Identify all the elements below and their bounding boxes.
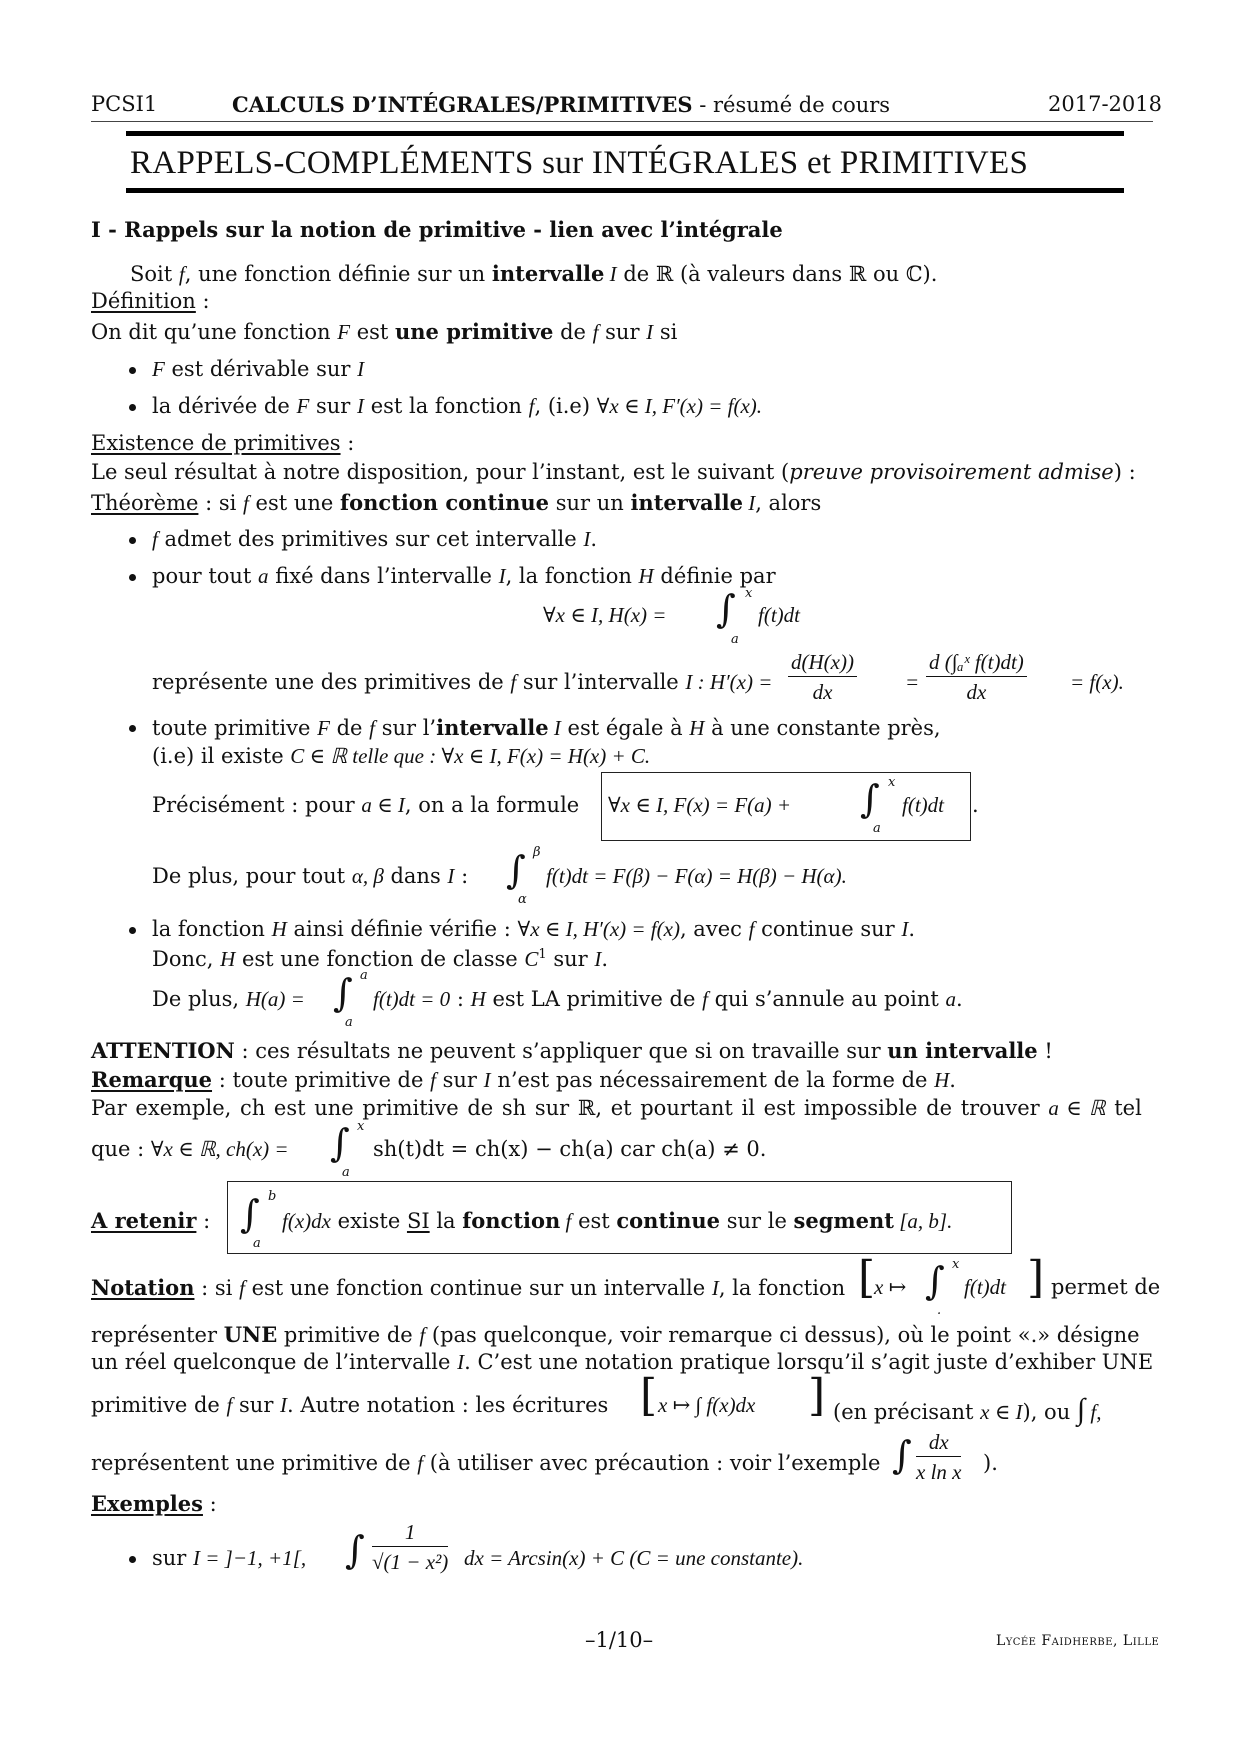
fraction-denominator: dx	[966, 680, 987, 704]
text: :	[454, 864, 469, 888]
math-expression: a ∈ ℝ	[1048, 1096, 1106, 1120]
text: de ℝ (à valeurs dans ℝ ou ℂ).	[616, 262, 938, 286]
math-f: f	[226, 1393, 233, 1417]
text: toute primitive	[152, 716, 318, 740]
math-H: H	[470, 987, 486, 1011]
bracket-left: [	[640, 1370, 658, 1421]
math-I: I	[447, 864, 455, 888]
text: sur	[435, 1068, 484, 1092]
remarque-label: Remarque	[91, 1067, 213, 1092]
math-a: a	[258, 564, 269, 588]
text: , (i.e)	[534, 394, 597, 418]
bracket-expression: x ↦ ∫ f(x)dx	[658, 1393, 756, 1417]
maps-to: x ↦	[874, 1275, 907, 1299]
math-expression: ∀x ∈ ℝ, ch(x) =	[150, 1137, 289, 1161]
paren-end: ).	[983, 1451, 998, 1475]
text: : si	[198, 491, 244, 515]
integral-lower: a	[345, 1015, 353, 1030]
text: .	[601, 947, 609, 971]
math-f: f	[243, 491, 249, 515]
retenir-label-line	[91, 1210, 210, 1232]
integrand: f(x)dx	[282, 1209, 331, 1233]
math-I: I	[594, 947, 602, 971]
text: :	[450, 987, 471, 1011]
bullet-icon	[129, 574, 136, 581]
math-I: I	[583, 527, 591, 551]
math-F: F	[152, 357, 165, 381]
fraction-denominator: dx	[812, 680, 833, 704]
fraction-numerator: dx	[916, 1432, 961, 1457]
notation-line4-end	[833, 1395, 1101, 1425]
text: sur	[546, 947, 595, 971]
text: est la fonction	[364, 394, 529, 418]
exemples-label: Exemples	[91, 1491, 203, 1516]
math-F: F	[317, 716, 330, 740]
bullet-icon	[129, 404, 136, 411]
math-I: I	[604, 262, 617, 286]
fraction-denominator: x ln x	[916, 1460, 962, 1484]
math-F: F	[337, 320, 351, 344]
math-H: H	[271, 917, 287, 941]
math-expression: α, β	[351, 864, 384, 888]
text: admet des primitives sur cet intervalle	[157, 527, 584, 551]
text: représentent une primitive de	[91, 1451, 418, 1475]
text: , alors	[755, 491, 822, 515]
existence-line	[91, 462, 1136, 483]
integrand: f(t)dt	[964, 1275, 1006, 1299]
integral-icon: ∫	[240, 1192, 260, 1236]
math-f: f	[419, 1323, 426, 1347]
retenir-label: A retenir	[91, 1208, 197, 1233]
math-f: f,	[1085, 1400, 1102, 1424]
text: la	[429, 1209, 463, 1233]
text: est dérivable sur	[164, 357, 358, 381]
notation-line4	[91, 1395, 608, 1416]
text: définie par	[653, 564, 776, 588]
remarque-line3-rhs: sh(t)dt = ch(x) − ch(a) car ch(a) ≠ 0.	[373, 1137, 767, 1161]
page-number: –1/10–	[585, 1628, 654, 1652]
math-f: f	[430, 1068, 436, 1092]
text: De plus, pour tout	[152, 864, 352, 888]
header-title-bold: CALCULS D’INTÉGRALES/PRIMITIVES	[232, 92, 693, 117]
text: la dérivée de	[152, 394, 297, 418]
header-title	[232, 94, 890, 116]
boxed-formula-lhs: ∀x ∈ I, F(x) = F(a) +	[608, 793, 792, 817]
math-H: H	[689, 716, 705, 740]
text: sur	[152, 1546, 194, 1570]
theorem-bullet-4	[152, 919, 915, 940]
text: est une fonction continue sur un intervalle	[244, 1276, 712, 1300]
intro-line	[130, 263, 937, 285]
math-I: I	[498, 564, 506, 588]
text: . C’est une notation pratique lorsqu’il s’agit juste d’exhiber UNE	[464, 1350, 1154, 1374]
text: : si	[194, 1276, 240, 1300]
theorem-bullet-2	[152, 566, 776, 587]
math-expression: ∀x ∈ I, H′(x) = f(x)	[517, 917, 680, 941]
math-I: I	[742, 491, 756, 515]
Ha-line-start	[152, 989, 305, 1010]
text: est	[350, 320, 396, 344]
title-rule-bottom	[126, 188, 1124, 193]
text: Soit	[130, 262, 179, 286]
bold-text: UNE	[223, 1322, 278, 1347]
math-f: f	[152, 527, 158, 551]
text: qui s’annule au point	[707, 987, 946, 1011]
deplus-line	[152, 866, 468, 887]
text: ainsi définie vérifie :	[286, 917, 518, 941]
integrand: f(t)dt	[902, 793, 944, 817]
math-expression: I = ]−1, +1[,	[193, 1546, 307, 1570]
text: : ces résultats ne peuvent s’appliquer que si on travaille sur	[234, 1039, 888, 1063]
math-f: f	[592, 320, 599, 344]
text: De plus,	[152, 987, 246, 1011]
text: fixé dans l’intervalle	[268, 564, 499, 588]
math-I: I	[548, 716, 561, 740]
integral-lower: a	[342, 1165, 350, 1180]
math-f: f	[239, 1276, 245, 1300]
text: sur	[232, 1393, 281, 1417]
math-expression: H(a) =	[245, 987, 305, 1011]
integral-upper: x	[745, 586, 753, 601]
text: à une constante près,	[704, 716, 941, 740]
text: pour tout	[152, 564, 259, 588]
text: est	[571, 1209, 617, 1233]
title-rule-top	[126, 131, 1124, 136]
text: : toute primitive de	[212, 1068, 431, 1092]
math-I: I	[457, 1350, 465, 1374]
precisement-line	[152, 795, 579, 816]
remarque-line	[91, 1069, 956, 1091]
text: sur	[309, 394, 358, 418]
notation-line5	[91, 1453, 880, 1474]
fraction-denominator: √(1 − x²)	[372, 1550, 449, 1574]
header-year: 2017-2018	[1048, 92, 1162, 116]
math-I: I	[357, 357, 365, 381]
math-I: I	[483, 1068, 491, 1092]
text: sur le	[720, 1209, 794, 1233]
math-f: f	[178, 262, 185, 286]
attention-line	[91, 1040, 1053, 1062]
integral-lower: α	[518, 892, 527, 907]
bullet-icon	[129, 725, 136, 732]
definition-line	[91, 321, 677, 343]
text: est LA primitive de	[485, 987, 703, 1011]
math-f: f	[417, 1451, 424, 1475]
integral-upper: β	[533, 845, 541, 860]
school-name: Lycée Faidherbe, Lille	[996, 1633, 1160, 1649]
text: est égale à	[560, 716, 690, 740]
text: est une fonction de classe	[235, 947, 525, 971]
math-expression: [a, b].	[893, 1209, 953, 1233]
text: de	[553, 320, 593, 344]
text: :	[340, 431, 355, 455]
text: . Autre notation : les écritures	[287, 1393, 609, 1417]
theorem-bullet-1	[152, 529, 597, 550]
bold-text: intervalle	[436, 715, 549, 740]
text: existe	[330, 1209, 407, 1233]
text: , la fonction	[505, 564, 639, 588]
notation-line	[91, 1277, 845, 1299]
remarque-line2	[91, 1098, 1142, 1119]
fraction-numerator: d (∫ₐˣ f(t)dt)	[926, 652, 1027, 677]
bracket-right: ]	[1027, 1252, 1045, 1303]
bracket-left: [	[858, 1252, 876, 1303]
notation-line3	[91, 1352, 1153, 1373]
text: si	[653, 320, 678, 344]
text: , une fonction définie sur un	[184, 262, 492, 286]
fraction-numerator: 1	[372, 1522, 448, 1547]
text: (pas quelconque, voir remarque ci dessus), où le point «.» désigne	[425, 1323, 1140, 1347]
bold-text: intervalle	[630, 490, 743, 515]
text: tel	[1105, 1096, 1142, 1120]
integral-icon: ∫	[506, 848, 526, 892]
integral-upper: a	[360, 968, 368, 983]
notation-permet: permet de	[1051, 1275, 1161, 1299]
text: , on a la formule	[404, 793, 580, 817]
math-H: H	[220, 947, 236, 971]
math-H: H	[638, 564, 654, 588]
display-formula-H: ∀x ∈ I, H(x) =	[543, 603, 667, 627]
math-I: I	[646, 320, 654, 344]
equals-sign: =	[905, 670, 920, 694]
text: , avec	[679, 917, 749, 941]
math-F: F	[296, 394, 310, 418]
math-expression: : H′(x) =	[692, 670, 773, 694]
text: un réel quelconque de l’intervalle	[91, 1350, 458, 1374]
integrand: f(t)dt	[758, 603, 800, 627]
attention-label: ATTENTION	[91, 1038, 235, 1063]
integral-icon: ∫	[716, 587, 736, 631]
text: (i.e) il existe	[152, 744, 291, 768]
text: sur l’intervalle	[516, 670, 686, 694]
fraction-arcsin	[372, 1522, 448, 1573]
period: .	[972, 793, 979, 817]
integral-lower: a	[731, 632, 739, 647]
math-expression: ∀x ∈ I, F′(x) = f(x).	[596, 394, 763, 418]
bullet-icon	[129, 927, 136, 934]
math-I: I	[357, 394, 365, 418]
bold-text: un intervalle	[887, 1038, 1038, 1063]
example-1-rhs: dx = Arcsin(x) + C (C = une constante).	[464, 1546, 804, 1570]
math-f: f	[702, 987, 708, 1011]
text: Donc,	[152, 947, 221, 971]
math-I: I	[280, 1393, 288, 1417]
fraction-numerator: d(H(x))	[788, 652, 857, 677]
math-f: f	[560, 1209, 572, 1233]
theorem-label: Théorème	[91, 491, 199, 515]
fraction-2	[926, 652, 1027, 703]
represente-line	[152, 672, 772, 693]
math-f: f	[748, 917, 755, 941]
bracket-right: ]	[808, 1370, 826, 1421]
integral-upper: x	[888, 775, 896, 790]
integrand: f(t)dt = 0	[373, 987, 451, 1011]
text: Précisément : pour	[152, 793, 362, 817]
integral-rhs: f(t)dt = F(β) − F(α) = H(β) − H(α).	[546, 864, 847, 888]
remarque-line3	[91, 1139, 289, 1160]
bold-text: intervalle	[491, 261, 605, 286]
definition-bullet-1	[152, 359, 364, 380]
text: que :	[91, 1137, 151, 1161]
fraction-1	[788, 652, 857, 703]
integral-icon: ∫	[330, 1121, 350, 1165]
text: n’est pas nécessairement de la forme de	[490, 1068, 935, 1092]
text: Le seul résultat à notre disposition, pour l’instant, est le suivant (	[91, 460, 790, 484]
bullet-icon	[129, 367, 136, 374]
retenir-content	[282, 1210, 952, 1232]
section-heading: I - Rappels sur la notion de primitive - lien avec l’intégrale	[91, 217, 783, 242]
integral-icon: ∫	[345, 1528, 365, 1572]
text: (à utiliser avec précaution : voir l’exemple	[423, 1451, 881, 1475]
integral-upper: x	[952, 1257, 960, 1272]
bold-text: segment	[793, 1208, 894, 1233]
exemples-label-line	[91, 1493, 217, 1515]
text: continue sur	[754, 917, 902, 941]
text: .	[908, 917, 916, 941]
text: !	[1037, 1039, 1053, 1063]
superscript: 1	[538, 947, 547, 962]
integral-lower: a	[253, 1236, 261, 1251]
existence-label: Existence de primitives	[91, 431, 341, 455]
math-f: f	[510, 670, 517, 694]
theorem-bullet-3-line2	[152, 746, 650, 767]
text: .	[949, 1068, 956, 1092]
page-title: RAPPELS-COMPLÉMENTS sur INTÉGRALES et PRIMITIVES	[130, 145, 1029, 181]
theorem-line	[91, 492, 821, 514]
fraction-dx-xlnx	[916, 1432, 961, 1483]
integral-lower: a	[873, 821, 881, 836]
math-C: C	[524, 947, 539, 971]
header-course: PCSI1	[91, 92, 158, 116]
integral-lower: .	[937, 1303, 942, 1318]
integral-icon: ∫	[333, 971, 353, 1015]
header-rule	[91, 121, 1153, 122]
text: ), ou	[1022, 1400, 1077, 1424]
math-H: H	[934, 1068, 950, 1092]
definition-label-line	[91, 291, 210, 312]
Ha-line-end	[373, 989, 963, 1010]
donc-line	[152, 948, 608, 970]
text: :	[202, 1492, 217, 1516]
example-1-start	[152, 1548, 306, 1569]
bold-text: fonction	[462, 1208, 561, 1233]
text: sur	[598, 320, 647, 344]
math-a: a	[945, 987, 956, 1011]
text: représente une des primitives de	[152, 670, 511, 694]
text: primitive de	[277, 1323, 420, 1347]
bold-text: fonction continue	[340, 490, 550, 515]
math-expression: x ∈ I	[980, 1400, 1023, 1424]
text: :	[196, 1209, 211, 1233]
equals-fx: = f(x).	[1070, 670, 1124, 694]
integral-icon: ∫	[860, 777, 880, 821]
integral-icon: ∫	[892, 1433, 912, 1477]
integral-icon: ∫	[925, 1259, 945, 1303]
math-f: f	[369, 716, 376, 740]
underlined-text: SI	[406, 1209, 430, 1233]
definition-bullet-2	[152, 396, 762, 417]
text: .	[590, 527, 598, 551]
text: :	[195, 289, 210, 313]
text: .	[955, 987, 963, 1011]
existence-label-line	[91, 433, 354, 454]
math-I: I	[901, 917, 909, 941]
notation-label: Notation	[91, 1275, 195, 1300]
bold-text: une primitive	[395, 319, 554, 344]
bullet-icon	[129, 537, 136, 544]
header-title-rest: - résumé de cours	[692, 93, 891, 117]
text: On dit qu’une fonction	[91, 320, 338, 344]
integral-upper: x	[357, 1119, 365, 1134]
text: Par exemple, ch est une primitive de sh sur ℝ, et pourtant il est impossible de trouver	[91, 1096, 1049, 1120]
theorem-bullet-3	[152, 717, 941, 739]
text: sur l’	[375, 716, 437, 740]
text: de	[329, 716, 370, 740]
text: , la fonction	[718, 1276, 846, 1300]
text: sur un	[549, 491, 631, 515]
text: dans	[383, 864, 448, 888]
notation-line2	[91, 1324, 1140, 1346]
text: (en précisant	[833, 1400, 981, 1424]
text: ) :	[1113, 460, 1136, 484]
text: représenter	[91, 1323, 224, 1347]
text: est une	[248, 491, 341, 515]
math-f: f	[528, 394, 535, 418]
bold-text: continue	[616, 1208, 721, 1233]
integral-icon: ∫	[1076, 1393, 1086, 1426]
italic-text: preuve provisoirement admise	[789, 460, 1114, 484]
text: primitive de	[91, 1393, 227, 1417]
math-I: I	[685, 670, 693, 694]
text: la fonction	[152, 917, 272, 941]
bullet-icon	[129, 1556, 136, 1563]
integral-upper: b	[268, 1189, 277, 1204]
math-I: I	[711, 1276, 719, 1300]
math-expression: C ∈ ℝ telle que : ∀x ∈ I, F(x) = H(x) + C.	[290, 744, 651, 768]
definition-label: Définition	[91, 289, 196, 313]
math-expression: a ∈ I	[361, 793, 405, 817]
